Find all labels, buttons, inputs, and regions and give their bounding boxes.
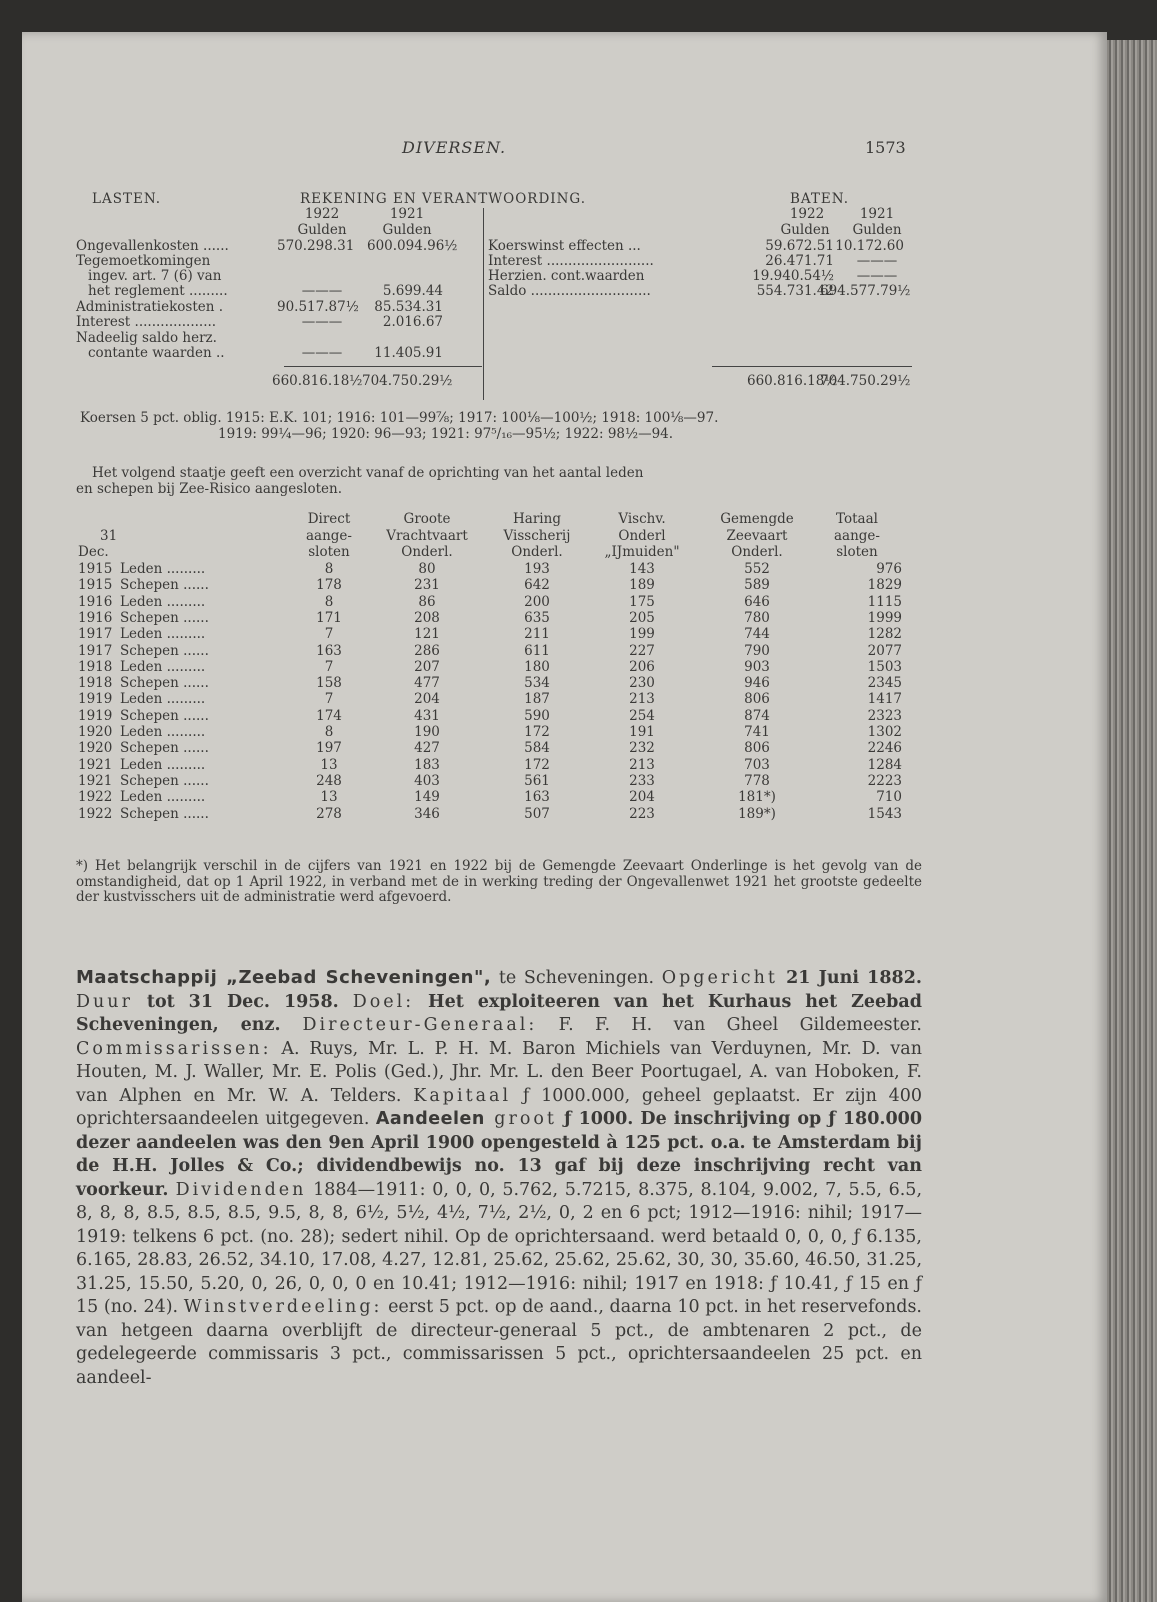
table-cell-c4: 205 (629, 609, 655, 626)
table-cell-c1: 163 (316, 642, 342, 659)
table-cell-c6: 2077 (867, 642, 902, 659)
table-cell-c5: 946 (744, 675, 770, 692)
table-cell-c6: 2223 (867, 772, 902, 789)
table-cell-c2: 431 (414, 707, 440, 724)
table-cell-year: 1918 (78, 675, 113, 692)
table-cell-c4: 254 (629, 707, 655, 724)
table-cell-c3: 172 (524, 724, 550, 740)
table-cell-c5: 646 (744, 593, 770, 610)
running-title: DIVERSEN. (402, 138, 507, 157)
table-cell-c5: 189*) (738, 805, 776, 822)
table-cell-c4: 230 (629, 675, 655, 692)
table-cell-c5: 744 (744, 626, 770, 643)
table-cell-c2: 80 (418, 561, 436, 577)
winstverdeeling-label: Winstverdeeling: (183, 1297, 383, 1317)
table-cell-kind: Leden ......... (120, 626, 206, 643)
table-cell-c1: 7 (324, 658, 334, 675)
table-cell-c5: 741 (744, 724, 770, 740)
table-cell-c4: 143 (629, 561, 655, 577)
table-cell-c4: 233 (629, 772, 655, 789)
table-cell-c2: 231 (414, 577, 440, 594)
koersen-line-1: Koersen 5 pct. oblig. 1915: E.K. 101; 1916: 101—99⅞; 1917: 100⅛—100½; 1918: 100⅛—97. (80, 410, 719, 426)
table-cell-year: 1919 (78, 707, 113, 724)
right-total-1922: 660.816.18½ (747, 373, 838, 389)
dividenden-label: Dividenden (175, 1179, 307, 1200)
right-unit-1921: Gulden (852, 222, 902, 238)
table-cell-kind: Leden ......... (120, 724, 206, 740)
table-cell-year: 1921 (78, 756, 113, 773)
table-cell-c1: 8 (324, 724, 334, 740)
table-cell-kind: Schepen ...... (120, 740, 209, 757)
table-cell-c2: 207 (414, 658, 440, 675)
table-cell-c4: 232 (629, 740, 655, 757)
table-cell-c3: 200 (524, 593, 550, 610)
scanned-page: DIVERSEN. 1573 LASTEN. REKENING EN VERANTWOORDING. BATEN. 1922 1921 Gulden Gulden 1922 1921 Gulden Gulden Ongevallenkosten ...... 570.298.31 600.094.96½ Tegemoetkomingen ingev. art. 7 (6) van het reglement ......... ——— 5.699.44 Administratiekosten . 90.517.87½ 85.534.31 Interest ................... ——— 2.016.67 Nadeelig saldo herz. contante waarden .. ——— 11.405.91 660.816.18½ 704.750.29½ Koerswinst effecten ... 59.672.51 10.172.60 Interest ......................... 26.471.71 ——— Herzien. cont.waarden 19.940.54½ ——— Saldo ............................ 554.731.42 694.577.79½ 660.816.18½ 704.750.29½ Koersen 5 pct. oblig. 1915: E.K. 101; 1916: 101—99⅞; 1917: 100⅛—100½; 1918: 100⅛—97. 1919: 99¼—96; 1920: 96—93; 1921: 97⁵/₁₆—95½; 1922: 98½—94. Het volgend staatje geeft een overzicht vanaf de oprichting van het aantal leden en schepen bij Zee-Risico aangesloten. 31 Dec. Direct aange- sloten Groote Vrachtvaart Onderl. Haring Visscherij Onderl. Vischv. Onderl „IJmuiden" Gemengde Zeevaart Onderl. Totaal aange- sloten 1915 Leden ......... 8 80 193 143 552 976 1915 Schepen ...... 178 231 642 189 589 1829 1916 Leden ......... 8 86 200 175 646 1115 1916 Schepen ...... 171 208 635 205 780 1999 1917 Leden ......... 7 121 211 199 744 1282 1917 Schepen ...... 163 286 611 227 790 2077 1918 Leden ......... 7 207 180 206 903 1503 1918 Schepen ...... 158 477 534 230 946 2345 1919 Leden ......... 7 204 187 213 806 1417 1919 Schepen ...... 174 431 590 254 874 2323 1920 Leden ......... 8 190 172 191 741 1302 1920 Schepen ...... 197 427 584 232 806 2246 1921 Leden ......... 13 183 172 213 703 1284 1921 Schepen ...... 248 403 561 233 778 2223 1922 Leden ......... 13 149 163 204 181*) 710 1922 Schepen ...... 278 346 507 223 189*) 1543 *) Het belangrijk verschil in de cijfers van 1921 en 1922 bij de Gemengde Zeevaart Onderlinge is het gevolg van de omstandigheid, dat op 1 April 1922, in verband met de in werking treding der Ongevallenwet 1921 het grootste gedeelte der kustvisschers uit de administratie werd afgevoerd. Maatschappij „Zeebad Scheveningen", te Scheveningen. Opgericht 21 Juni 1882. Duur tot 31 Dec. 1958. Doel: Het exploiteeren van het Kurhaus het Zeebad Scheveningen, enz. Directeur-Generaal: F. F. H. van Gheel Gildemeester. Commissarissen: A. Ruys, Mr. L. P. H. M. Baron Michiels van Verduynen, Mr. D. van Houten, M. J. Waller, Mr. E. Polis (Ged.), Jhr. Mr. L. den Beer Poortugael, A. van Hoboken, F. van Alphen en Mr. W. A. Telders. Kapitaal ƒ 1000.000, geheel geplaatst. Er zijn 400 oprichtersaandeelen uitgegeven. Aandeelen groot ƒ 1000. De inschrijving op ƒ 180.000 dezer aandeelen was den 9en April 1900 opengesteld à 125 pct. o.a. te Amsterdam bij de H.H. Jolles & Co.; dividendbewijs no. 13 gaf bij deze inschrijving recht van voorkeur. Dividenden 1884—1911: 0, 0, 0, 5.762, 5.7215, 8.375, 8.104, 9.002, 7, 5.5, 6.5, 8, 8, 8, 8.5, 8.5, 8.5, 9.5, 8, 8, 6½, 5½, 4½, 7½, 2½, 0, 2 en 6 pct; 1912—1916: nihil; 1917—1919: telkens 6 pct. (no. 28); sedert nihil. Op de oprichtersaand. werd betaald 0, 0, 0, ƒ 6.135, 6.165, 28.83, 26.52, 34.10, 17.08, 4.27, 12.81, 25.62, 25.62, 25.62, 30, 30, 35.60, 46.50, 31.25, 31.25, 15.50, 5.20, 0, 26, 0, 0, 0 en 10.41; 1912—1916: nihil; 1917 en 1918: ƒ 10.41, ƒ 15 en ƒ 15 (no. 24). Winstverdeeling: eerst 5 pct. op de aand., daarna 10 pct. in het reservefonds. van hetgeen daarna overblijft de directeur-generaal 5 pct., de ambtenaren 2 pct., de gedelegeerde commissaris 3 pct., commissarissen 5 pct., oprichtersaandeelen 25 pct. en aandeel- (22, 32, 1107, 1602)
table-cell-c6: 1417 (867, 691, 902, 708)
right-unit-1922: Gulden (780, 222, 830, 238)
table-cell-c6: 2246 (867, 740, 902, 757)
table-cell-c6: 1302 (867, 724, 902, 740)
intro-line-2: en schepen bij Zee-Risico aangesloten. (76, 481, 343, 497)
right-total-1921: 704.750.29½ (820, 373, 911, 389)
table-cell-year: 1915 (78, 561, 113, 577)
table-cell-c6: 1999 (867, 609, 902, 626)
table-cell-c2: 403 (414, 772, 440, 789)
left-total-1922: 660.816.18½ (272, 373, 363, 389)
table-cell-c5: 780 (744, 609, 770, 626)
table-cell-c1: 13 (320, 756, 338, 773)
table-cell-c2: 346 (414, 805, 440, 822)
table-cell-year: 1922 (78, 789, 113, 806)
table-cell-kind: Schepen ...... (120, 675, 209, 692)
table-cell-year: 1922 (78, 805, 113, 822)
table-cell-year: 1916 (78, 609, 113, 626)
company-entry (76, 966, 922, 1390)
table-cell-year: 1917 (78, 626, 113, 643)
table-cell-c4: 199 (629, 626, 655, 643)
running-header (22, 132, 1107, 162)
table-cell-kind: Schepen ...... (120, 642, 209, 659)
table-cell-c5: 778 (744, 772, 770, 789)
table-cell-kind: Schepen ...... (120, 805, 209, 822)
company-name: Maatschappij „Zeebad Scheveningen", (76, 967, 492, 988)
table-cell-c4: 191 (629, 724, 655, 740)
table-cell-c2: 208 (414, 609, 440, 626)
duur-label: Duur (76, 991, 133, 1012)
table-cell-c2: 427 (414, 740, 440, 757)
table-cell-c3: 635 (524, 609, 550, 626)
table-cell-c6: 2345 (867, 675, 902, 692)
table-cell-c4: 206 (629, 658, 655, 675)
table-cell-c3: 163 (524, 789, 550, 806)
table-cell-kind: Leden ......... (120, 658, 206, 675)
table-cell-c1: 171 (316, 609, 342, 626)
table-cell-c1: 8 (324, 561, 334, 577)
table-cell-c1: 248 (316, 772, 342, 789)
table-cell-year: 1919 (78, 691, 113, 708)
kapitaal-label: Kapitaal (413, 1085, 512, 1106)
table-cell-c6: 1543 (867, 805, 902, 822)
table-cell-c5: 589 (744, 577, 770, 594)
table-cell-c3: 172 (524, 756, 550, 773)
table-cell-c1: 7 (324, 691, 334, 708)
table-cell-c2: 286 (414, 642, 440, 659)
table-cell-c2: 121 (414, 626, 440, 643)
table-cell-c2: 204 (414, 691, 440, 708)
table-cell-c5: 703 (744, 756, 770, 773)
footnote: *) Het belangrijk verschil in de cijfers van 1921 en 1922 bij de Gemengde Zeevaart Onderlinge is het gevolg van de omstandigheid, dat op 1 April 1922, in verband met de in werking treding der Ongevallenwet 1921 het grootste gedeelte der kustvisschers uit de administratie werd afgevoerd. (76, 858, 922, 905)
table-cell-c3: 193 (524, 561, 550, 577)
table-cell-kind: Schepen ...... (120, 707, 209, 724)
right-total-rule (712, 366, 912, 367)
left-year-1922: 1922 (304, 206, 340, 222)
rekening-heading: REKENING EN VERANTWOORDING. (300, 191, 587, 207)
lasten-heading: LASTEN. (92, 191, 162, 207)
table-cell-c6: 2323 (867, 707, 902, 724)
table-cell-year: 1920 (78, 724, 113, 740)
left-total-rule (284, 366, 482, 367)
table-cell-c3: 507 (524, 805, 550, 822)
table-cell-c1: 174 (316, 707, 342, 724)
page-number: 1573 (865, 138, 906, 157)
doel-label: Doel: (352, 991, 415, 1012)
table-cell-c6: 976 (876, 561, 902, 577)
table-cell-c1: 13 (320, 789, 338, 806)
table-cell-c3: 180 (524, 658, 550, 675)
table-cell-c4: 213 (629, 691, 655, 708)
right-year-1921: 1921 (859, 206, 895, 222)
commissarissen-label: Commissarissen: (76, 1038, 272, 1059)
table-cell-year: 1917 (78, 642, 113, 659)
table-cell-c2: 190 (414, 724, 440, 740)
account-divider (483, 208, 484, 400)
table-cell-c5: 903 (744, 658, 770, 675)
table-cell-c4: 204 (629, 789, 655, 806)
baten-heading: BATEN. (790, 191, 850, 207)
table-cell-kind: Schepen ...... (120, 577, 209, 594)
table-cell-c6: 1503 (867, 658, 902, 675)
koersen-line-2: 1919: 99¼—96; 1920: 96—93; 1921: 97⁵/₁₆—95½; 1922: 98½—94. (218, 426, 674, 442)
table-cell-c4: 175 (629, 593, 655, 610)
table-cell-c1: 158 (316, 675, 342, 692)
table-cell-year: 1915 (78, 577, 113, 594)
table-cell-year: 1916 (78, 593, 113, 610)
table-cell-kind: Leden ......... (120, 561, 206, 577)
table-cell-c6: 1282 (867, 626, 902, 643)
table-cell-c3: 187 (524, 691, 550, 708)
table-cell-c4: 223 (629, 805, 655, 822)
table-cell-c5: 181*) (738, 789, 776, 806)
table-cell-kind: Schepen ...... (120, 609, 209, 626)
table-cell-c6: 1284 (867, 756, 902, 773)
opgericht-label: Opgericht (661, 968, 778, 988)
table-cell-c1: 8 (324, 593, 334, 610)
table-cell-year: 1918 (78, 658, 113, 675)
aandeelen-label: Aandeelen (375, 1109, 485, 1129)
table-cell-c1: 178 (316, 577, 342, 594)
table-cell-c4: 189 (629, 577, 655, 594)
table-cell-c6: 1829 (867, 577, 902, 594)
table-cell-c5: 806 (744, 691, 770, 708)
book-page-edges (1107, 40, 1157, 1602)
table-cell-c5: 806 (744, 740, 770, 757)
entry-paragraph: Maatschappij „Zeebad Scheveningen", te Scheveningen. Opgericht 21 Juni 1882. Duur tot 31 Dec. 1958. Doel: Het exploiteeren van het Kurhaus het Zeebad Scheveningen, enz. Directeur-Generaal: F. F. H. van Gheel Gildemeester. Commissarissen: A. Ruys, Mr. L. P. H. M. Baron Michiels van Verduynen, Mr. D. van Houten, M. J. Waller, Mr. E. Polis (Ged.), Jhr. Mr. L. den Beer Poortugael, A. van Hoboken, F. van Alphen en Mr. W. A. Telders. Kapitaal ƒ 1000.000, geheel geplaatst. Er zijn 400 oprichtersaandeelen uitgegeven. Aandeelen groot ƒ 1000. De inschrijving op ƒ 180.000 dezer aandeelen was den 9en April 1900 opengesteld à 125 pct. o.a. te Amsterdam bij de H.H. Jolles & Co.; dividendbewijs no. 13 gaf bij deze inschrijving recht van voorkeur. Dividenden 1884—1911: 0, 0, 0, 5.762, 5.7215, 8.375, 8.104, 9.002, 7, 5.5, 6.5, 8, 8, 8, 8.5, 8.5, 8.5, 9.5, 8, 8, 6½, 5½, 4½, 7½, 2½, 0, 2 en 6 pct; 1912—1916: nihil; 1917—1919: telkens 6 pct. (no. 28); sedert nihil. Op de oprichtersaand. werd betaald 0, 0, 0, ƒ 6.135, 6.165, 28.83, 26.52, 34.10, 17.08, 4.27, 12.81, 25.62, 25.62, 25.62, 30, 30, 35.60, 46.50, 31.25, 31.25, 15.50, 5.20, 0, 26, 0, 0, 0 en 10.41; 1912—1916: nihil; 1917 en 1918: ƒ 10.41, ƒ 15 en ƒ 15 (no. 24). Winstverdeeling: eerst 5 pct. op de aand., daarna 10 pct. in het reservefonds. van hetgeen daarna overblijft de directeur-generaal 5 pct., de ambtenaren 2 pct., de gedelegeerde commissaris 3 pct., commissarissen 5 pct., oprichtersaandeelen 25 pct. en aandeel- (76, 967, 923, 1388)
directeur-label: Directeur-Generaal: (302, 1015, 538, 1035)
table-cell-c2: 86 (418, 593, 436, 610)
intro-line-1: Het volgend staatje geeft een overzicht vanaf de oprichting van het aantal leden (92, 465, 644, 481)
table-cell-kind: Leden ......... (120, 756, 206, 773)
table-cell-c6: 1115 (867, 593, 902, 610)
table-cell-kind: Leden ......... (120, 691, 206, 708)
table-cell-c2: 149 (414, 789, 440, 806)
table-cell-c5: 552 (744, 561, 770, 577)
table-cell-year: 1921 (78, 772, 113, 789)
table-cell-year: 1920 (78, 740, 113, 757)
table-cell-c3: 561 (524, 772, 550, 789)
table-cell-c3: 584 (524, 740, 550, 757)
right-year-1922: 1922 (789, 206, 825, 222)
table-cell-c3: 642 (524, 577, 550, 594)
table-cell-c5: 874 (744, 707, 770, 724)
table-cell-c3: 211 (524, 626, 550, 643)
left-unit-1921: Gulden (382, 222, 432, 238)
left-total-1921: 704.750.29½ (362, 373, 453, 389)
table-cell-c1: 278 (316, 805, 342, 822)
table-cell-kind: Leden ......... (120, 789, 206, 806)
table-cell-c2: 183 (414, 756, 440, 773)
table-cell-c3: 611 (524, 642, 550, 659)
table-cell-kind: Leden ......... (120, 593, 206, 610)
table-cell-c4: 213 (629, 756, 655, 773)
table-cell-c2: 477 (414, 675, 440, 692)
table-cell-c3: 534 (524, 675, 550, 692)
left-unit-1922: Gulden (297, 222, 347, 238)
table-cell-c3: 590 (524, 707, 550, 724)
left-year-1921: 1921 (389, 206, 425, 222)
table-cell-kind: Schepen ...... (120, 772, 209, 789)
table-cell-c6: 710 (876, 789, 902, 806)
table-cell-c1: 7 (324, 626, 334, 643)
table-cell-c4: 227 (629, 642, 655, 659)
table-cell-c5: 790 (744, 642, 770, 659)
table-cell-c1: 197 (316, 740, 342, 757)
